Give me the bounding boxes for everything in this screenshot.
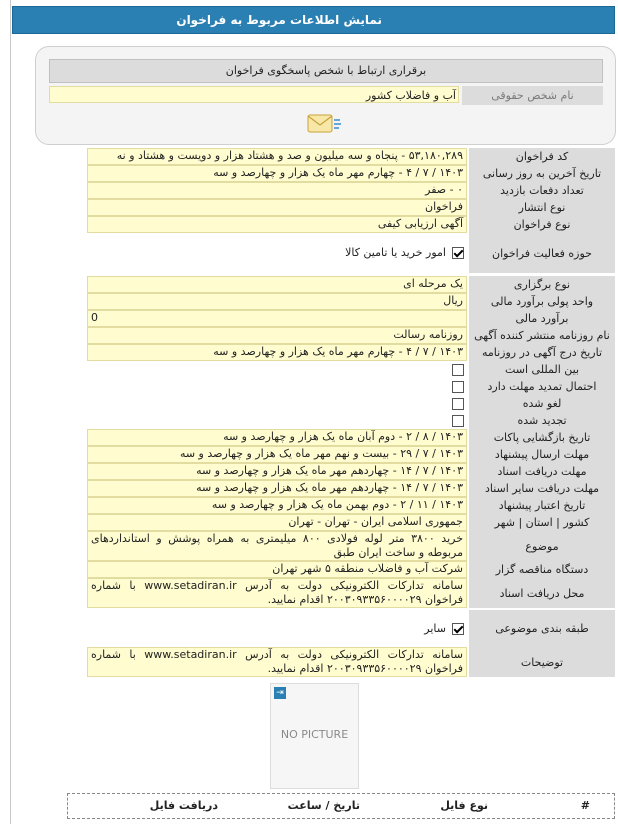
files-table-header xyxy=(67,793,615,819)
value-validity: ۱۴۰۳ / ۱۱ / ۲ - دوم بهمن ماه یک هزار و چهارصد و سه xyxy=(87,497,467,514)
picture-placeholder[interactable] xyxy=(270,683,359,789)
row-newspaper xyxy=(87,327,615,344)
row-code xyxy=(87,148,615,165)
row-description xyxy=(87,647,615,677)
label-description: توضیحات xyxy=(469,647,615,677)
value-holding: یک مرحله ای xyxy=(87,276,467,293)
files-col-type: نوع فایل xyxy=(440,799,488,812)
value-other-deadline: ۱۴۰۳ / ۷ / ۱۴ - چهاردهم مهر ماه یک هزار و چهارصد و سه xyxy=(87,480,467,497)
value-call-type: آگهی ارزیابی کیفی xyxy=(87,216,467,233)
value-newspaper: روزنامه رسالت xyxy=(87,327,467,344)
row-publish-type xyxy=(87,199,615,216)
contact-header: برقراری ارتباط با شخص پاسخگوی فراخوان xyxy=(49,59,603,83)
value-publish-type: فراخوان xyxy=(87,199,467,216)
value-international xyxy=(87,361,467,378)
value-activity xyxy=(87,233,467,273)
value-currency: ریال xyxy=(87,293,467,310)
files-col-download: دریافت فایل xyxy=(149,799,218,812)
international-checkbox[interactable] xyxy=(452,364,464,376)
row-cancelled xyxy=(87,395,615,412)
label-newspaper: نام روزنامه منتشر کننده آگهی xyxy=(469,327,615,344)
value-location: جمهوری اسلامی ایران - تهران - تهران xyxy=(87,514,467,531)
expand-icon: ⇥ xyxy=(274,687,286,699)
value-organizer: شرکت آب و فاضلاب منطقه ۵ شهر تهران xyxy=(87,561,467,578)
value-send-deadline: ۱۴۰۳ / ۷ / ۲۹ - بیست و نهم مهر ماه یک هزار و چهارصد و سه xyxy=(87,446,467,463)
label-validity: تاریخ اعتبار پیشنهاد xyxy=(469,497,615,514)
value-last-update: ۱۴۰۳ / ۷ / ۴ - چهارم مهر ماه یک هزار و چهارصد و سه xyxy=(87,165,467,182)
label-cancelled: لغو شده xyxy=(469,395,615,412)
row-estimate xyxy=(87,310,615,327)
value-doc-place: سامانه تدارکات الکترونیکی دولت به آدرس www.setadiran.ir با شماره فراخوان ۲۰۰۳۰۹۳۳۵۶۰۰۰۰۲۹ اقدام نمایید. xyxy=(87,578,467,608)
renewed-checkbox[interactable] xyxy=(452,415,464,427)
label-activity: حوزه فعالیت فراخوان xyxy=(469,233,615,273)
value-renewed xyxy=(87,412,467,429)
row-call-type xyxy=(87,216,615,233)
row-other-deadline xyxy=(87,480,615,497)
row-currency xyxy=(87,293,615,310)
row-renewed xyxy=(87,412,615,429)
row-last-update xyxy=(87,165,615,182)
files-col-date: تاریخ / ساعت xyxy=(287,799,360,812)
label-views: تعداد دفعات بازدید xyxy=(469,182,615,199)
row-activity xyxy=(87,233,615,273)
label-subject: موضوع xyxy=(469,531,615,561)
label-ad-date: تاریخ درج آگهی در روزنامه xyxy=(469,344,615,361)
value-doc-deadline: ۱۴۰۳ / ۷ / ۱۴ - چهاردهم مهر ماه یک هزار و چهارصد و سه xyxy=(87,463,467,480)
value-category xyxy=(87,610,467,647)
label-holding: نوع برگزاری xyxy=(469,276,615,293)
value-views: ۰ - صفر xyxy=(87,182,467,199)
activity-text: امور خرید یا تامین کالا xyxy=(345,246,446,259)
extension-checkbox[interactable] xyxy=(452,381,464,393)
contact-name-label: نام شخص حقوقی xyxy=(462,86,603,105)
category-checkbox[interactable] xyxy=(452,623,464,635)
label-code: کد فراخوان xyxy=(469,148,615,165)
row-extension xyxy=(87,378,615,395)
row-location xyxy=(87,514,615,531)
row-send-deadline xyxy=(87,446,615,463)
label-publish-type: نوع انتشار xyxy=(469,199,615,216)
label-currency: واحد پولی برآورد مالی xyxy=(469,293,615,310)
value-opening: ۱۴۰۳ / ۸ / ۲ - دوم آبان ماه یک هزار و چهارصد و سه xyxy=(87,429,467,446)
label-opening: تاریخ بازگشایی پاکات xyxy=(469,429,615,446)
label-category: طبقه بندی موضوعی xyxy=(469,610,615,647)
value-code: ۵۳,۱۸۰,۲۸۹ - پنجاه و سه میلیون و صد و هشتاد هزار و دویست و هشتاد و نه xyxy=(87,148,467,165)
label-location: کشور | استان | شهر xyxy=(469,514,615,531)
label-call-type: نوع فراخوان xyxy=(469,216,615,233)
label-international: بین المللی است xyxy=(469,361,615,378)
value-extension xyxy=(87,378,467,395)
value-estimate: 0 xyxy=(87,310,467,327)
page-title-bar xyxy=(12,6,615,34)
row-doc-deadline xyxy=(87,463,615,480)
row-category xyxy=(87,610,615,647)
row-doc-place xyxy=(87,578,615,608)
label-renewed: تجدید شده xyxy=(469,412,615,429)
activity-checkbox[interactable] xyxy=(452,247,464,259)
value-cancelled xyxy=(87,395,467,412)
label-send-deadline: مهلت ارسال پیشنهاد xyxy=(469,446,615,463)
cancelled-checkbox[interactable] xyxy=(452,398,464,410)
files-col-num: # xyxy=(580,799,590,812)
row-organizer xyxy=(87,561,615,578)
row-opening xyxy=(87,429,615,446)
label-doc-place: محل دریافت اسناد xyxy=(469,578,615,608)
label-extension: احتمال تمدید مهلت دارد xyxy=(469,378,615,395)
no-picture-text: NO PICTURE xyxy=(280,728,349,741)
label-last-update: تاریخ آخرین به روز رسانی xyxy=(469,165,615,182)
row-subject xyxy=(87,531,615,561)
row-international xyxy=(87,361,615,378)
label-other-deadline: مهلت دریافت سایر اسناد xyxy=(469,480,615,497)
category-text: سایر xyxy=(424,621,446,635)
row-views xyxy=(87,182,615,199)
page-title: نمایش اطلاعات مربوط به فراخوان xyxy=(176,13,382,27)
label-doc-deadline: مهلت دریافت اسناد xyxy=(469,463,615,480)
value-description: سامانه تدارکات الکترونیکی دولت به آدرس www.setadiran.ir با شماره فراخوان ۲۰۰۳۰۹۳۳۵۶۰۰۰۰۲۹ اقدام نمایید. xyxy=(87,647,467,677)
label-organizer: دستگاه مناقصه گزار xyxy=(469,561,615,578)
label-estimate: برآورد مالی xyxy=(469,310,615,327)
value-subject: خرید ۳۸۰۰ متر لوله فولادی ۸۰۰ میلیمتری به همراه پوشش و استانداردهای مربوطه و ساخت ایران طبق xyxy=(87,531,467,561)
row-holding xyxy=(87,276,615,293)
row-validity xyxy=(87,497,615,514)
envelope-icon[interactable] xyxy=(306,111,342,137)
row-ad-date xyxy=(87,344,615,361)
contact-name-value: آب و فاضلاب کشور xyxy=(49,86,459,103)
value-ad-date: ۱۴۰۳ / ۷ / ۴ - چهارم مهر ماه یک هزار و چهارصد و سه xyxy=(87,344,467,361)
